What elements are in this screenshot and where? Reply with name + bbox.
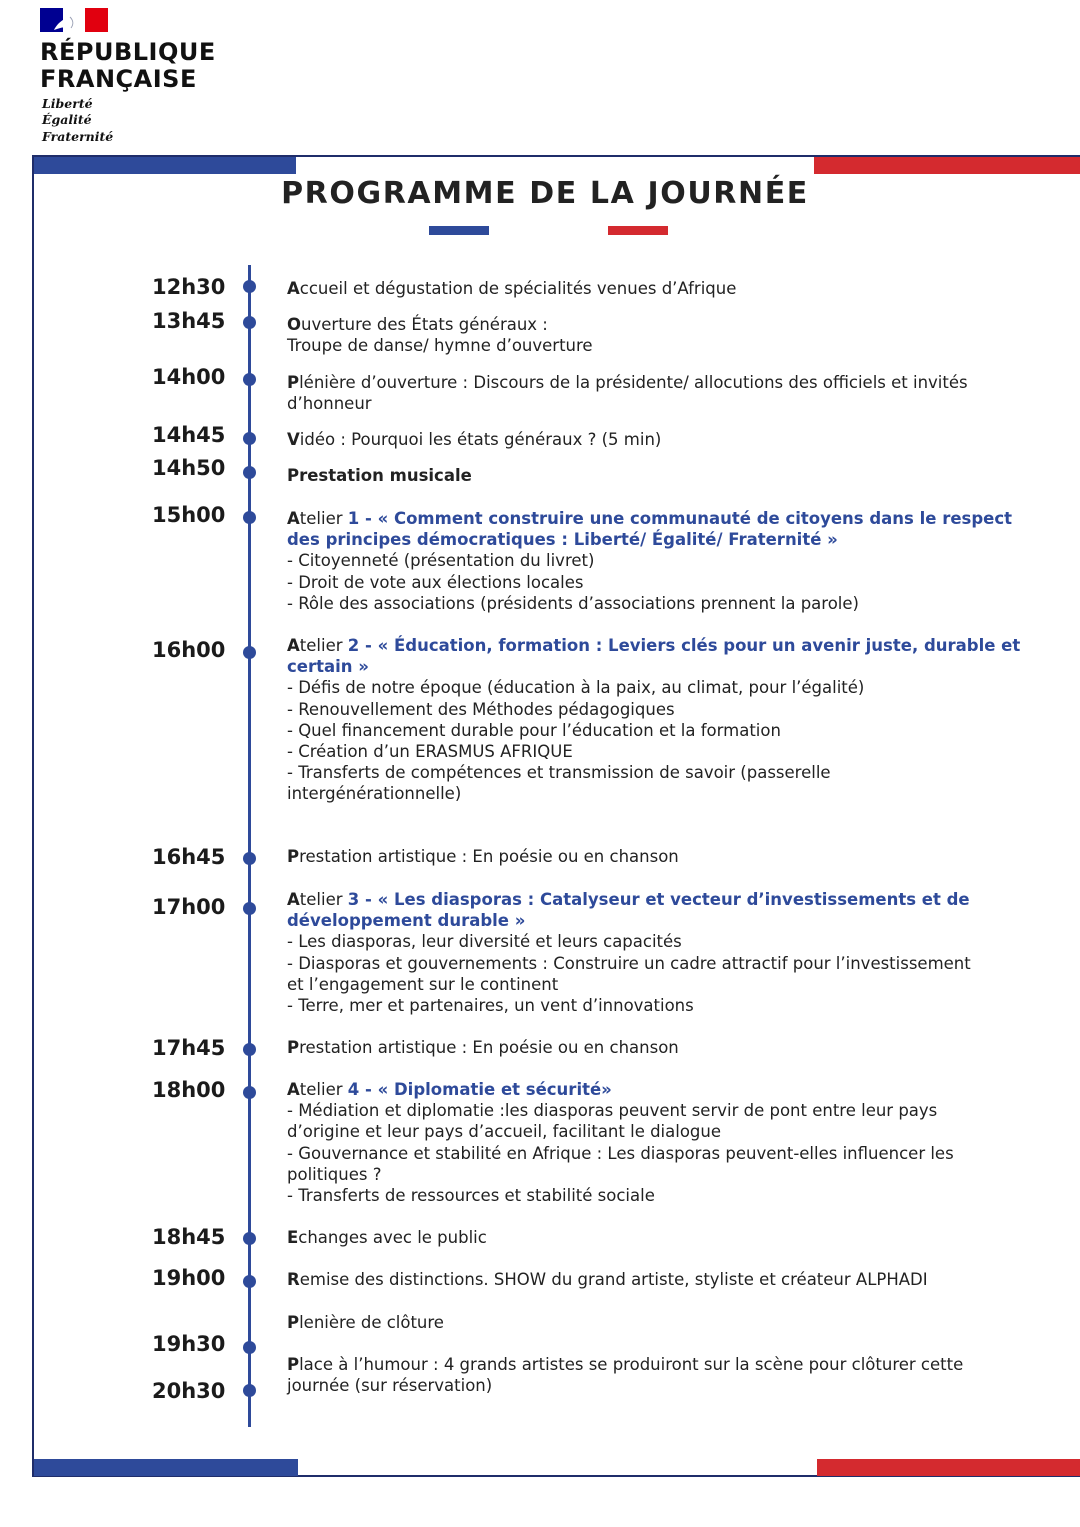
timeline-dot [243, 852, 256, 865]
atelier-item: - Diasporas et gouvernements : Construire un cadre attractif pour l’investissement [287, 953, 971, 973]
event-text: lace à l’humour : 4 grands artistes se produiront sur la scène pour clôturer cette [299, 1355, 964, 1374]
event-text-line2: journée (sur réservation) [287, 1376, 493, 1396]
atelier-item: - Transferts de ressources et stabilité sociale [287, 1186, 655, 1206]
event-initial: A [287, 1080, 300, 1099]
time-label: 12h30 [152, 275, 226, 299]
timeline-dot [243, 902, 256, 915]
atelier-item: - Rôle des associations (présidents d’associations prennent la parole) [287, 593, 859, 613]
time-label: 19h00 [152, 1266, 226, 1290]
event-initial: P [287, 847, 300, 866]
atelier-title: 3 - « Les diasporas : Catalyseur et vecteur d’investissements et de [347, 890, 970, 909]
event-initial: P [287, 1355, 300, 1374]
event-atelier-1 [287, 508, 1013, 614]
event-initial: O [287, 315, 302, 334]
event-text: changes avec le public [298, 1228, 487, 1247]
event-text-line2: d’honneur [287, 394, 372, 414]
atelier-item: - Renouvellement des Méthodes pédagogiques [287, 699, 675, 719]
time-label: 14h50 [152, 456, 226, 480]
motto-liberte: Liberté [42, 96, 93, 111]
title-underline-blue [429, 226, 489, 235]
motto-egalite: Égalité [42, 112, 92, 127]
timeline-dot [243, 280, 256, 293]
motto-fraternite: Fraternité [42, 129, 114, 144]
event-accueil [287, 278, 997, 299]
event-video [287, 429, 997, 450]
event-pleniere-cloture [287, 1312, 997, 1333]
atelier-item: - Gouvernance et stabilité en Afrique : Les diasporas peuvent-elles influencer les [287, 1143, 954, 1163]
event-remise-distinctions [287, 1269, 997, 1290]
atelier-item: - Défis de notre époque (éducation à la paix, au climat, pour l’égalité) [287, 678, 865, 698]
event-echanges [287, 1227, 997, 1248]
event-text: telier [299, 890, 348, 909]
event-pleniere-ouverture [287, 372, 997, 414]
timeline-dot [243, 432, 256, 445]
event-text-line2: Troupe de danse/ hymne d’ouverture [287, 336, 593, 356]
atelier-title: 1 - « Comment construire une communauté de citoyens dans le respect [347, 509, 1013, 528]
title-underline-red [608, 226, 668, 235]
event-initial: A [287, 636, 300, 655]
atelier-item: - Quel financement durable pour l’éducation et la formation [287, 720, 781, 740]
event-atelier-4 [287, 1079, 997, 1206]
republique-line2: FRANÇAISE [40, 65, 197, 93]
time-label: 17h45 [152, 1036, 226, 1060]
time-label: 16h00 [152, 638, 226, 662]
event-prestation-musicale [287, 465, 997, 486]
atelier-item: politiques ? [287, 1164, 382, 1184]
timeline-dot [243, 316, 256, 329]
time-label: 14h00 [152, 365, 226, 389]
atelier-item: - Les diasporas, leur diversité et leurs capacités [287, 932, 682, 952]
time-label: 15h00 [152, 503, 226, 527]
event-initial: E [287, 1228, 299, 1247]
event-prestation-artistique [287, 846, 997, 867]
atelier-item: intergénérationnelle) [287, 784, 462, 804]
event-initial: R [287, 1270, 300, 1289]
event-initial: P [287, 373, 300, 392]
atelier-item: d’origine et leur pays d’accueil, facilitant le dialogue [287, 1122, 722, 1142]
timeline-dot [243, 1341, 256, 1354]
event-initial: A [287, 279, 300, 298]
time-label: 19h30 [152, 1332, 226, 1356]
time-label: 20h30 [152, 1379, 226, 1403]
event-text: ccueil et dégustation de spécialités venues d’Afrique [299, 279, 737, 298]
atelier-title: 2 - « Éducation, formation : Leviers clés pour un avenir juste, durable et [347, 636, 1021, 655]
time-label: 18h45 [152, 1225, 226, 1249]
page-title: PROGRAMME DE LA JOURNÉE [281, 176, 809, 211]
event-initial: A [287, 890, 300, 909]
atelier-item: - Création d’un ERASMUS AFRIQUE [287, 742, 573, 762]
time-label: 14h45 [152, 423, 226, 447]
atelier-title-line2: des principes démocratiques : Liberté/ Égalité/ Fraternité » [287, 530, 838, 550]
republique-line1: RÉPUBLIQUE [40, 38, 216, 66]
event-text: Prestation musicale [287, 466, 472, 485]
event-text: restation artistique : En poésie ou en chanson [299, 1038, 679, 1057]
event-text: idéo : Pourquoi les états généraux ? (5 min) [299, 430, 662, 449]
event-initial: V [287, 430, 300, 449]
event-atelier-3 [287, 889, 997, 1016]
timeline-dot [243, 511, 256, 524]
timeline-dot [243, 1086, 256, 1099]
atelier-item: - Médiation et diplomatie :les diasporas peuvent servir de pont entre leur pays [287, 1101, 938, 1121]
event-text: lénière d’ouverture : Discours de la présidente/ allocutions des officiels et invités [299, 373, 968, 392]
bottom-left-blue-bar [34, 1459, 298, 1476]
top-right-red-bar [814, 157, 1080, 174]
timeline-dot [243, 1275, 256, 1288]
event-text: telier [299, 1080, 348, 1099]
timeline-dot [243, 466, 256, 479]
event-text: uverture des États généraux : [301, 315, 548, 334]
atelier-title: 4 - « Diplomatie et sécurité» [347, 1080, 612, 1099]
event-initial: P [287, 1038, 300, 1057]
timeline-dot [243, 1384, 256, 1397]
event-initial: P [287, 1313, 300, 1332]
atelier-title-line2: développement durable » [287, 911, 526, 931]
atelier-item: - Terre, mer et partenaires, un vent d’innovations [287, 996, 694, 1016]
event-text: restation artistique : En poésie ou en chanson [299, 847, 679, 866]
bottom-right-red-bar [817, 1459, 1080, 1476]
event-text: telier [299, 636, 348, 655]
timeline-dot [243, 646, 256, 659]
atelier-item: - Droit de vote aux élections locales [287, 572, 584, 592]
top-left-blue-bar [34, 157, 296, 174]
atelier-item: - Citoyenneté (présentation du livret) [287, 551, 595, 571]
event-prestation-artistique-2 [287, 1037, 997, 1058]
atelier-title-line2: certain » [287, 657, 369, 677]
time-label: 13h45 [152, 309, 226, 333]
event-atelier-2 [287, 635, 1021, 805]
time-label: 16h45 [152, 845, 226, 869]
marianne-flag-icon [40, 8, 108, 32]
event-text: telier [299, 509, 348, 528]
timeline-dot [243, 1043, 256, 1056]
time-label: 17h00 [152, 895, 226, 919]
atelier-item: et l’engagement sur le continent [287, 974, 559, 994]
time-label: 18h00 [152, 1078, 226, 1102]
event-initial: A [287, 509, 300, 528]
event-text: lenière de clôture [299, 1313, 444, 1332]
timeline-dot [243, 1232, 256, 1245]
atelier-item: - Transferts de compétences et transmission de savoir (passerelle [287, 763, 831, 783]
event-place-humour [287, 1354, 997, 1396]
event-text: emise des distinctions. SHOW du grand artiste, styliste et créateur ALPHADI [299, 1270, 928, 1289]
event-ouverture [287, 314, 997, 356]
timeline-dot [243, 373, 256, 386]
